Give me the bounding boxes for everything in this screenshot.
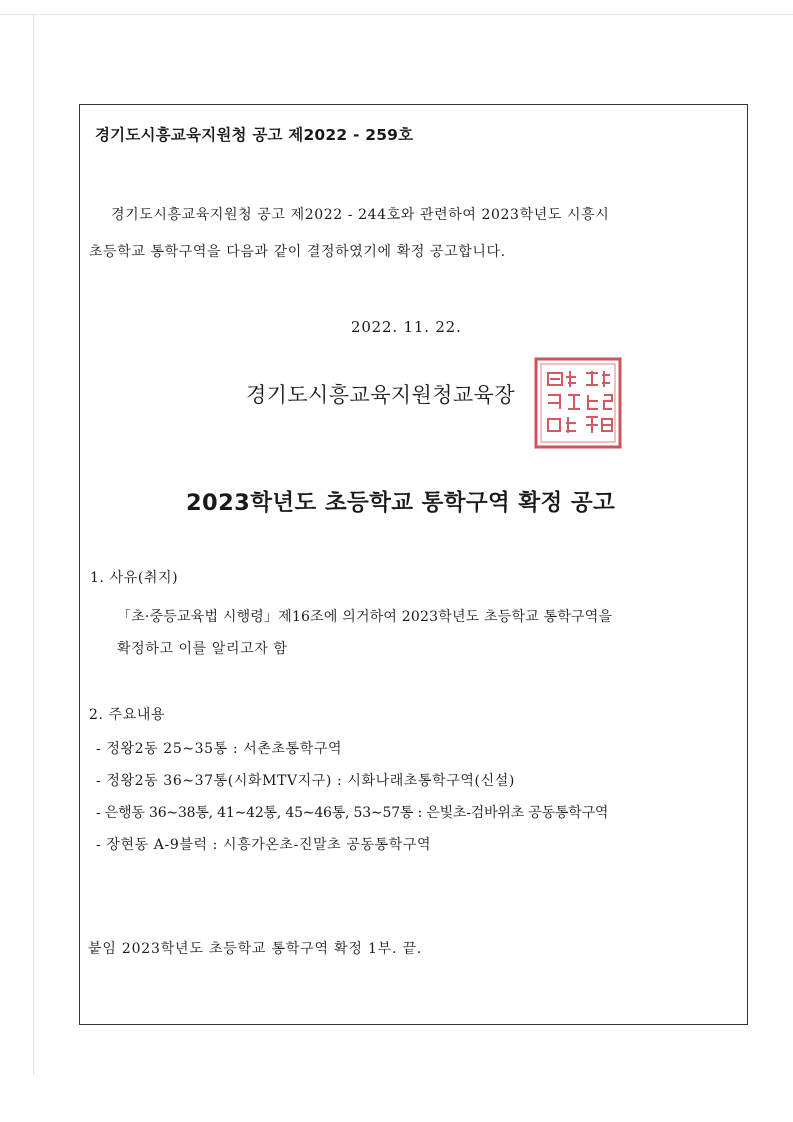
list-item: - 장현동 A-9블럭 : 시흥가온초-진말초 공동통학구역 [96, 837, 432, 853]
viewer-left-border [33, 15, 34, 1075]
issuer-name: 경기도시흥교육지원청교육장 [246, 383, 515, 407]
list-item: - 정왕2동 36∼37통(시화MTV지구) : 시화나래초통학구역(신설) [96, 773, 515, 789]
notice-number: 경기도시흥교육지원청 공고 제2022 - 259호 [95, 126, 414, 144]
section1-line-1: 「초·중등교육법 시행령」제16조에 의거하여 2023학년도 초등학교 통학구역을 [117, 609, 613, 625]
section1-heading: 1. 사유(취지) [90, 570, 179, 586]
section1-line-2: 확정하고 이를 알리고자 함 [117, 641, 288, 657]
document-title: 2023학년도 초등학교 통학구역 확정 공고 [186, 490, 616, 516]
intro-line-1: 경기도시흥교육지원청 공고 제2022 - 244호와 관련하여 2023학년도 시흥시 [111, 207, 610, 223]
list-item: - 은행동 36∼38통, 41∼42통, 45∼46통, 53∼57통 : 은빛초-검바위초 공동통학구역 [96, 805, 609, 821]
official-seal-stamp [532, 353, 624, 453]
notice-date: 2022. 11. 22. [351, 318, 462, 336]
intro-line-2: 초등학교 통학구역을 다음과 같이 결정하였기에 확정 공고합니다. [89, 244, 506, 260]
section2-heading: 2. 주요내용 [89, 707, 166, 723]
attachment-note: 붙임 2023학년도 초등학교 통학구역 확정 1부. 끝. [88, 941, 423, 957]
viewer-top-border [0, 14, 793, 15]
list-item: - 정왕2동 25∼35통 : 서촌초통학구역 [96, 741, 343, 757]
